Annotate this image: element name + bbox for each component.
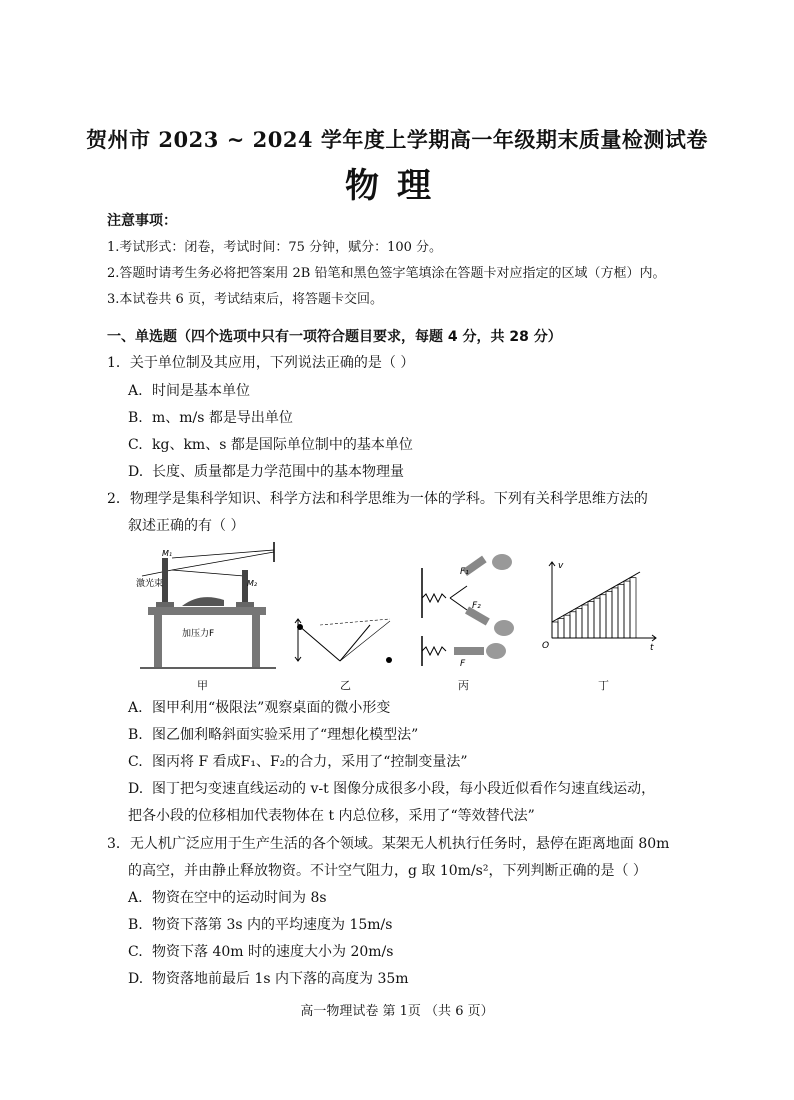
- option-text: 图丁把匀变速直线运动的 v-t 图像分成很多小段，每小段近似看作匀速直线运动，: [152, 781, 656, 797]
- option-label: C.: [128, 754, 143, 770]
- q2-option-c: [128, 751, 468, 771]
- section-title: 一、单选题（四个选项中只有一项符合题目要求，每题 4 分，共 28 分）: [107, 329, 562, 345]
- vt-step-bar: [552, 622, 558, 638]
- vt-step-bar: [624, 581, 630, 638]
- option-label: A.: [128, 383, 143, 399]
- option-label: A.: [128, 700, 143, 716]
- option-text: 长度、质量都是力学范围中的基本物理量: [152, 464, 404, 480]
- note-item: 1.考试形式：闭卷，考试时间：75 分钟，赋分：100 分。: [107, 240, 443, 255]
- option-text: 物资下落 40m 时的速度大小为 20m/s: [152, 944, 394, 960]
- figure-yi-incline: [290, 615, 400, 665]
- note-item: 2.答题时请考生务必将把答案用 2B 铅笔和黑色签字笔填涂在答题卡对应指定的区域（方框）内。: [107, 266, 666, 281]
- v-axis-label: v: [558, 561, 564, 571]
- figure-caption-yi: 乙: [340, 679, 351, 692]
- option-text: 物资在空中的运动时间为 8s: [152, 890, 327, 906]
- vt-step-bar: [564, 615, 570, 638]
- q2-option-a: [128, 697, 390, 717]
- option-label: D.: [128, 464, 144, 480]
- vt-step-bar: [558, 619, 564, 638]
- vt-step-bar: [606, 591, 612, 638]
- vt-step-bar: [594, 598, 600, 638]
- vt-step-bars: [552, 578, 636, 638]
- origin-label: O: [542, 641, 550, 651]
- question-2-stem: 2．物理学是集科学知识、科学方法和科学思维为一体的学科。下列有关科学思维方法的: [107, 491, 648, 507]
- q2-option-d: [128, 778, 655, 798]
- option-text: 图甲利用“极限法”观察桌面的微小形变: [152, 700, 391, 716]
- q3-option-a: [128, 887, 327, 907]
- t-axis-label: t: [650, 643, 654, 653]
- vt-step-bar: [588, 602, 594, 638]
- q1-option-d: [128, 461, 404, 481]
- m2-label: M₂: [247, 579, 258, 588]
- figure-caption-bing: 丙: [458, 679, 469, 692]
- question-1-stem: 1．关于单位制及其应用，下列说法正确的是（ ）: [107, 355, 415, 371]
- question-2-stem-cont: 叙述正确的有（ ）: [128, 518, 245, 534]
- laser-label: 激光束: [136, 579, 164, 589]
- option-label: D.: [128, 971, 144, 987]
- subject-title: 物理: [345, 166, 449, 206]
- q3-option-b: [128, 914, 392, 934]
- figure-jia-desk-mirror: [136, 540, 280, 680]
- vt-step-bar: [576, 608, 582, 638]
- option-text: 时间是基本单位: [152, 383, 250, 399]
- option-text: m、m/s 都是导出单位: [152, 410, 293, 426]
- vt-step-bar: [582, 605, 588, 638]
- option-label: B.: [128, 727, 143, 743]
- figure-bing-springs: [412, 548, 522, 673]
- vt-step-bar: [630, 578, 636, 638]
- question-3-stem-cont: 的高空，并由静止释放物资。不计空气阻力，g 取 10m/s²，下列判断正确的是（ ）: [128, 863, 647, 879]
- q3-option-c: [128, 941, 393, 961]
- vt-step-bar: [600, 595, 606, 638]
- force-label: 加压力F: [182, 629, 215, 639]
- q2-option-d-cont: 把各小段的位移相加代表物体在 t 内总位移，采用了“等效替代法”: [128, 808, 535, 824]
- option-text: 物资落地前最后 1s 内下落的高度为 35m: [152, 971, 409, 987]
- figure-caption-ding: 丁: [598, 679, 609, 692]
- notes-heading: 注意事项：: [107, 213, 177, 229]
- note-item: 3.本试卷共 6 页，考试结束后，将答题卡交回。: [107, 292, 383, 307]
- exam-title: 贺州市 2023 ~ 2024 学年度上学期高一年级期末质量检测试卷: [86, 127, 708, 152]
- option-label: B.: [128, 410, 143, 426]
- option-text: 图乙伽利略斜面实验采用了“理想化模型法”: [152, 727, 419, 743]
- q1-option-c: [128, 434, 413, 454]
- f-label: F: [460, 659, 466, 669]
- option-label: D.: [128, 781, 144, 797]
- q3-option-d: [128, 968, 409, 988]
- figure-caption-jia: 甲: [197, 679, 208, 692]
- figure-ding-vt-graph: [540, 560, 660, 653]
- f1-label: F₁: [460, 567, 469, 577]
- page-footer: 高一物理试卷 第 1页 （共 6 页）: [300, 1004, 494, 1019]
- vt-step-bar: [618, 585, 624, 639]
- option-label: B.: [128, 917, 143, 933]
- option-text: 图丙将 F 看成F₁、F₂的合力，采用了“控制变量法”: [152, 754, 468, 770]
- q1-option-b: [128, 407, 293, 427]
- option-text: 物资下落第 3s 内的平均速度为 15m/s: [152, 917, 393, 933]
- f2-label: F₂: [472, 601, 481, 611]
- m1-label: M₁: [162, 549, 173, 558]
- q1-option-a: [128, 380, 250, 400]
- option-label: C.: [128, 944, 143, 960]
- option-text: kg、km、s 都是国际单位制中的基本单位: [152, 437, 413, 453]
- q2-option-b: [128, 724, 418, 744]
- option-label: C.: [128, 437, 143, 453]
- vt-step-bar: [570, 612, 576, 638]
- vt-step-bar: [612, 588, 618, 638]
- question-3-stem: 3．无人机广泛应用于生产生活的各个领域。某架无人机执行任务时，悬停在距离地面 80m: [107, 836, 670, 852]
- option-label: A.: [128, 890, 143, 906]
